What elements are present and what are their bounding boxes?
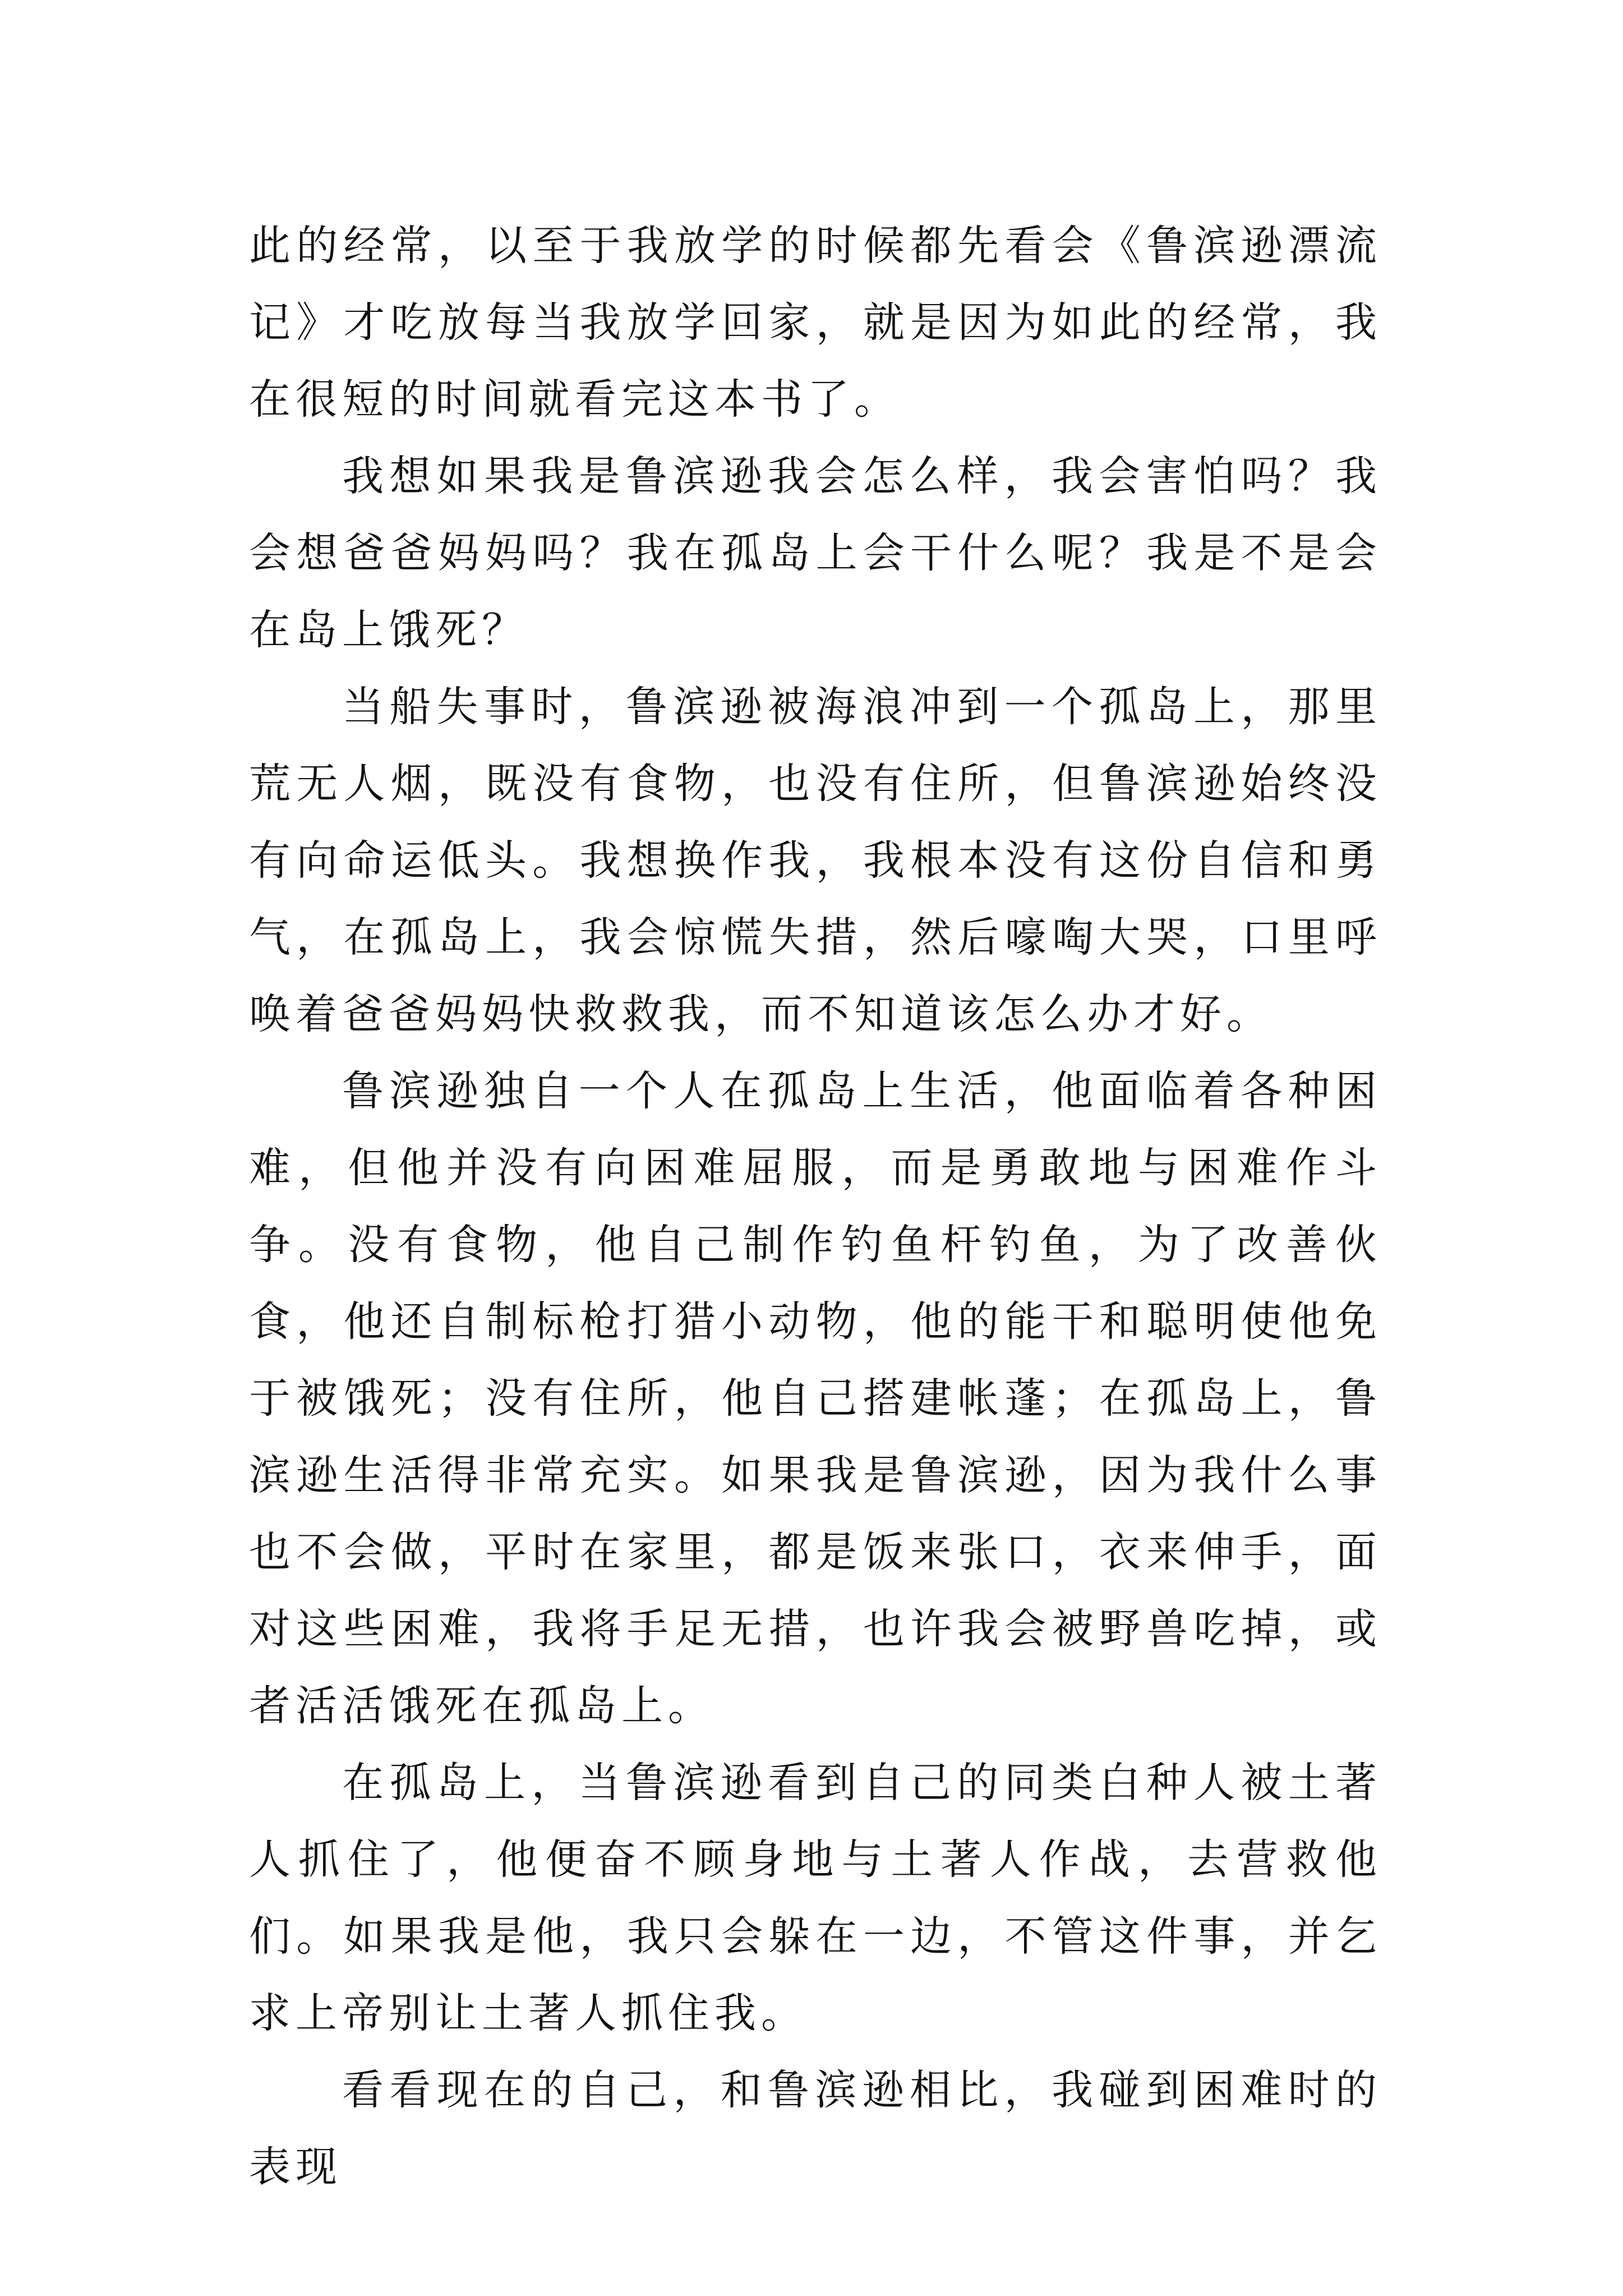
paragraph: 鲁滨逊独自一个人在孤岛上生活，他面临着各种困难，但他并没有向困难屈服，而是勇敢地与困难作斗争。没有食物，他自己制作钓鱼杆钓鱼，为了改善伙食，他还自制标枪打猎小动物，他的能干和聪明使他免于被饿死；没有住所，他自己搭建帐蓬；在孤岛上，鲁滨逊生活得非常充实。如果我是鲁滨逊，因为我什么事也不会做，平时在家里，都是饭来张口，衣来伸手，面对这些困难，我将手足无措，也许我会被野兽吃掉，或者活活饿死在孤岛上。 — [249, 1067, 1382, 1730]
paragraph-truncated: 看看现在的自己，和鲁滨逊相比，我碰到困难时的表现 — [249, 2066, 1382, 2191]
paragraph-continued: 此的经常，以至于我放学的时候都先看会《鲁滨逊漂流记》才吃放每当我放学回家，就是因为如此的经常，我在很短的时间就看完这本书了。 — [249, 222, 1382, 424]
body-text — [249, 208, 1382, 2206]
paragraph: 当船失事时，鲁滨逊被海浪冲到一个孤岛上，那里荒无人烟，既没有食物，也没有住所，但鲁滨逊始终没有向命运低头。我想换作我，我根本没有这份自信和勇气，在孤岛上，我会惊慌失措，然后嚎啕大哭，口里呼唤着爸爸妈妈快救救我，而不知道该怎么办才好。 — [249, 683, 1382, 1038]
paragraph: 我想如果我是鲁滨逊我会怎么样，我会害怕吗？我会想爸爸妈妈吗？我在孤岛上会干什么呢？我是不是会在岛上饿死？ — [249, 452, 1382, 654]
paragraph: 在孤岛上，当鲁滨逊看到自己的同类白种人被土著人抓住了，他便奋不顾身地与土著人作战，去营救他们。如果我是他，我只会躲在一边，不管这件事，并乞求上帝别让土著人抓住我。 — [249, 1759, 1382, 2037]
